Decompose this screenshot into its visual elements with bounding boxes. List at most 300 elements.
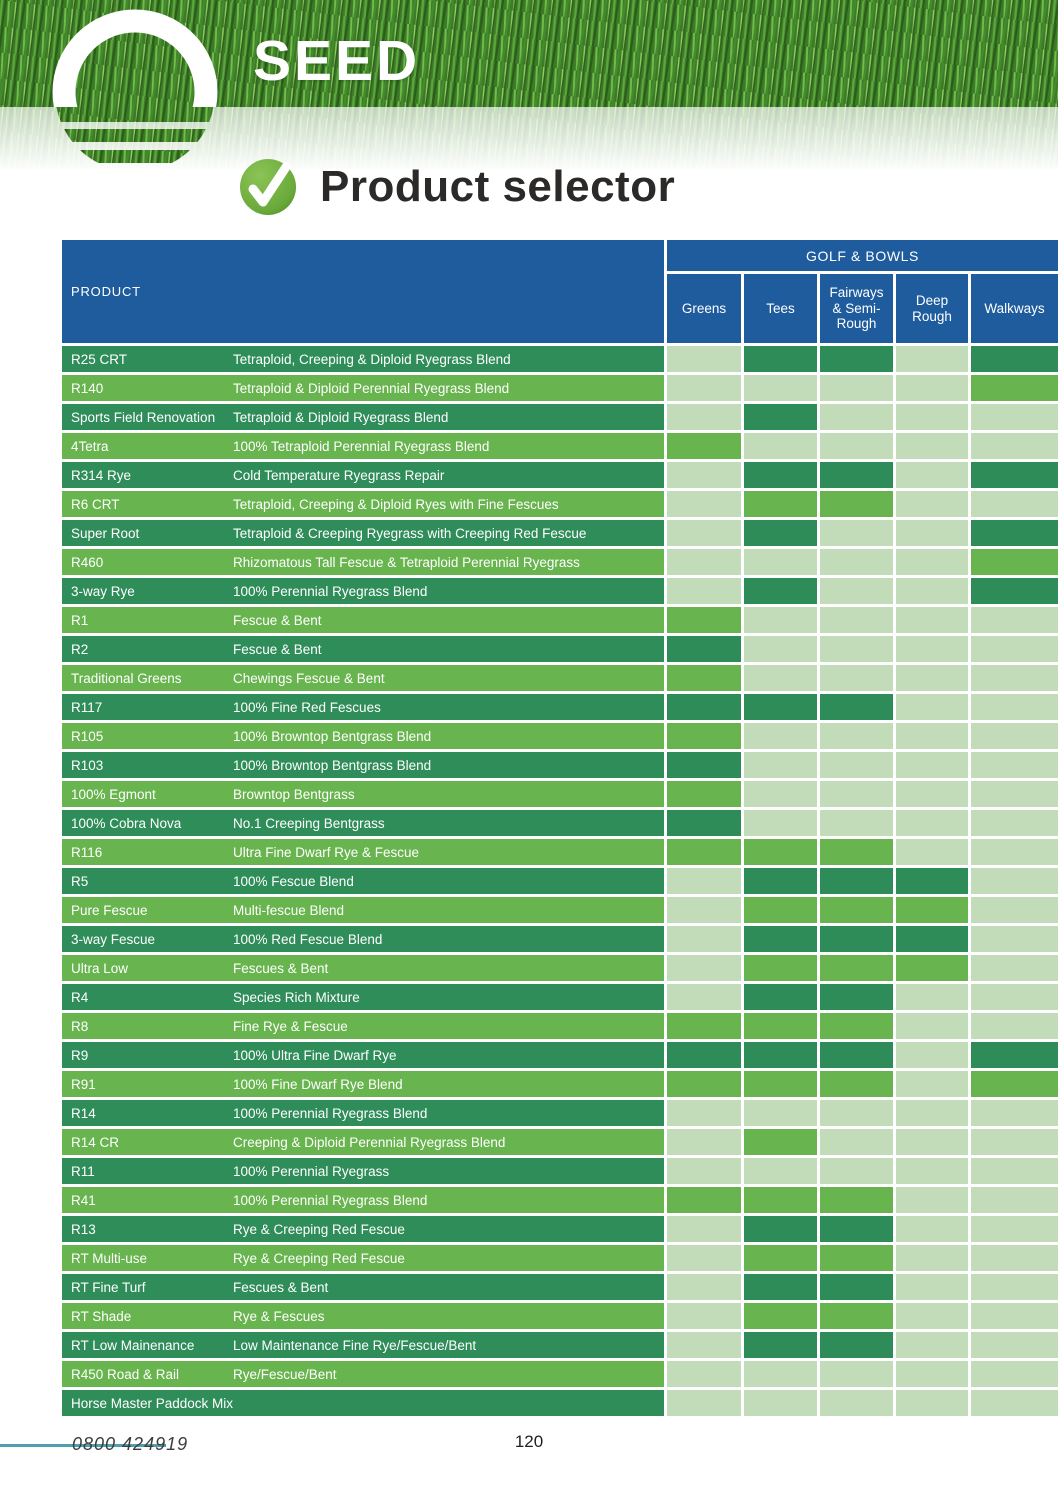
- product-name: R460: [71, 554, 104, 570]
- suitability-cell-tees: [744, 897, 817, 923]
- product-name: R13: [71, 1221, 96, 1237]
- product-description: 100% Browntop Bentgrass Blend: [233, 728, 432, 744]
- suitability-cell-walkways: [971, 404, 1058, 430]
- product-selector-table: [62, 240, 1058, 1416]
- page-footer: [0, 1432, 1058, 1472]
- suitability-cell-greens: [667, 1332, 741, 1358]
- suitability-cell-greens: [667, 1303, 741, 1329]
- product-description: Low Maintenance Fine Rye/Fescue/Bent: [233, 1337, 477, 1353]
- suitability-cell-tees: [744, 1361, 817, 1387]
- product-name: R105: [71, 728, 104, 744]
- product-name: R6 CRT: [71, 496, 120, 512]
- product-name: R5: [71, 873, 89, 889]
- suitability-cell-walkways: [971, 1187, 1058, 1213]
- suitability-cell-deep-rough: [896, 578, 968, 604]
- suitability-cell-deep-rough: [896, 491, 968, 517]
- suitability-cell-greens: [667, 549, 741, 575]
- suitability-cell-deep-rough: [896, 1390, 968, 1416]
- suitability-cell-deep-rough: [896, 1158, 968, 1184]
- suitability-cell-walkways: [971, 607, 1058, 633]
- suitability-cell-fairways: [820, 665, 893, 691]
- suitability-cell-walkways: [971, 926, 1058, 952]
- product-description: 100% Perennial Ryegrass: [233, 1163, 390, 1179]
- suitability-cell-deep-rough: [896, 433, 968, 459]
- suitability-cell-tees: [744, 346, 817, 372]
- product-description: Fescue & Bent: [233, 641, 322, 657]
- suitability-cell-tees: [744, 404, 817, 430]
- product-row: [62, 868, 664, 894]
- suitability-cell-walkways: [971, 1100, 1058, 1126]
- suitability-cell-deep-rough: [896, 404, 968, 430]
- product-row: [62, 346, 664, 372]
- suitability-cell-tees: [744, 868, 817, 894]
- product-description: Rhizomatous Tall Fescue & Tetraploid Perennial Ryegrass: [233, 554, 580, 570]
- product-name: Horse Master Paddock Mix: [71, 1395, 234, 1411]
- suitability-cell-greens: [667, 1158, 741, 1184]
- product-row: [62, 1129, 664, 1155]
- suitability-cell-walkways: [971, 491, 1058, 517]
- suitability-cell-fairways: [820, 955, 893, 981]
- suitability-cell-deep-rough: [896, 723, 968, 749]
- suitability-cell-fairways: [820, 346, 893, 372]
- product-description: Rye & Fescues: [233, 1308, 325, 1324]
- suitability-cell-fairways: [820, 549, 893, 575]
- suitability-cell-deep-rough: [896, 636, 968, 662]
- suitability-cell-greens: [667, 607, 741, 633]
- product-row: [62, 665, 664, 691]
- product-name: RT Shade: [71, 1308, 132, 1324]
- product-row: [62, 1042, 664, 1068]
- suitability-cell-walkways: [971, 520, 1058, 546]
- suitability-cell-walkways: [971, 868, 1058, 894]
- suitability-cell-greens: [667, 984, 741, 1010]
- product-row: [62, 984, 664, 1010]
- suitability-cell-deep-rough: [896, 955, 968, 981]
- suitability-cell-greens: [667, 404, 741, 430]
- suitability-cell-walkways: [971, 955, 1058, 981]
- suitability-cell-deep-rough: [896, 1216, 968, 1242]
- product-name: 3-way Rye: [71, 583, 135, 599]
- product-row: [62, 1390, 664, 1416]
- product-row: [62, 781, 664, 807]
- product-row: [62, 1216, 664, 1242]
- suitability-cell-fairways: [820, 1158, 893, 1184]
- product-description: Tetraploid, Creeping & Diploid Ryes with Fine Fescues: [233, 496, 559, 512]
- column-header-tees: Tees: [744, 274, 817, 343]
- product-name: R314 Rye: [71, 467, 132, 483]
- product-name: R103: [71, 757, 104, 773]
- suitability-cell-greens: [667, 1129, 741, 1155]
- product-name: R14: [71, 1105, 96, 1121]
- suitability-cell-tees: [744, 636, 817, 662]
- suitability-cell-tees: [744, 520, 817, 546]
- suitability-cell-walkways: [971, 375, 1058, 401]
- product-name: Traditional Greens: [71, 670, 182, 686]
- suitability-cell-deep-rough: [896, 346, 968, 372]
- suitability-cell-tees: [744, 375, 817, 401]
- suitability-cell-walkways: [971, 1303, 1058, 1329]
- product-row: [62, 1187, 664, 1213]
- section-heading: [238, 157, 675, 217]
- suitability-cell-greens: [667, 781, 741, 807]
- product-row: [62, 375, 664, 401]
- suitability-cell-fairways: [820, 897, 893, 923]
- product-description: Rye & Creeping Red Fescue: [233, 1250, 405, 1266]
- suitability-cell-fairways: [820, 694, 893, 720]
- product-row: [62, 926, 664, 952]
- column-header-greens: Greens: [667, 274, 741, 343]
- product-row: [62, 897, 664, 923]
- suitability-cell-fairways: [820, 1332, 893, 1358]
- suitability-cell-fairways: [820, 723, 893, 749]
- suitability-cell-walkways: [971, 665, 1058, 691]
- product-name: R9: [71, 1047, 89, 1063]
- product-row: [62, 462, 664, 488]
- suitability-cell-walkways: [971, 810, 1058, 836]
- product-name: 4Tetra: [71, 438, 109, 454]
- suitability-cell-fairways: [820, 1303, 893, 1329]
- suitability-cell-deep-rough: [896, 1042, 968, 1068]
- section-title: Product selector: [320, 162, 676, 211]
- suitability-cell-deep-rough: [896, 839, 968, 865]
- suitability-cell-greens: [667, 694, 741, 720]
- product-description: Tetraploid, Creeping & Diploid Ryegrass Blend: [233, 351, 511, 367]
- suitability-cell-tees: [744, 433, 817, 459]
- suitability-cell-deep-rough: [896, 897, 968, 923]
- suitability-cell-deep-rough: [896, 868, 968, 894]
- suitability-cell-greens: [667, 1216, 741, 1242]
- suitability-cell-walkways: [971, 1390, 1058, 1416]
- product-name: Super Root: [71, 525, 140, 541]
- suitability-cell-walkways: [971, 462, 1058, 488]
- suitability-cell-deep-rough: [896, 984, 968, 1010]
- suitability-cell-fairways: [820, 1187, 893, 1213]
- product-description: 100% Fescue Blend: [233, 873, 354, 889]
- suitability-cell-deep-rough: [896, 607, 968, 633]
- suitability-cell-greens: [667, 752, 741, 778]
- product-description: 100% Ultra Fine Dwarf Rye: [233, 1047, 397, 1063]
- product-row: [62, 839, 664, 865]
- suitability-cell-fairways: [820, 1013, 893, 1039]
- product-row: [62, 694, 664, 720]
- suitability-cell-tees: [744, 839, 817, 865]
- suitability-cell-tees: [744, 984, 817, 1010]
- column-header-fairways: Fairways & Semi-Rough: [820, 274, 893, 343]
- suitability-cell-tees: [744, 1187, 817, 1213]
- product-description: Creeping & Diploid Perennial Ryegrass Blend: [233, 1134, 506, 1150]
- suitability-cell-fairways: [820, 462, 893, 488]
- suitability-cell-deep-rough: [896, 694, 968, 720]
- product-name: R1: [71, 612, 89, 628]
- column-header-walkways: Walkways: [971, 274, 1058, 343]
- suitability-cell-deep-rough: [896, 1361, 968, 1387]
- product-row: [62, 549, 664, 575]
- product-row: [62, 1245, 664, 1271]
- product-description: Chewings Fescue & Bent: [233, 670, 385, 686]
- product-description: Species Rich Mixture: [233, 989, 360, 1005]
- suitability-cell-deep-rough: [896, 1129, 968, 1155]
- product-description: No.1 Creeping Bentgrass: [233, 815, 385, 831]
- product-row: [62, 404, 664, 430]
- suitability-cell-deep-rough: [896, 1245, 968, 1271]
- suitability-cell-fairways: [820, 1071, 893, 1097]
- product-name: R14 CR: [71, 1134, 120, 1150]
- suitability-cell-walkways: [971, 1361, 1058, 1387]
- product-row: [62, 723, 664, 749]
- suitability-cell-walkways: [971, 1274, 1058, 1300]
- product-name: R117: [71, 699, 103, 715]
- suitability-cell-tees: [744, 1274, 817, 1300]
- product-row: [62, 636, 664, 662]
- suitability-cell-walkways: [971, 636, 1058, 662]
- suitability-cell-deep-rough: [896, 1303, 968, 1329]
- suitability-cell-walkways: [971, 984, 1058, 1010]
- suitability-cell-tees: [744, 462, 817, 488]
- product-row: [62, 607, 664, 633]
- suitability-cell-fairways: [820, 926, 893, 952]
- suitability-cell-fairways: [820, 839, 893, 865]
- suitability-cell-fairways: [820, 1361, 893, 1387]
- suitability-cell-greens: [667, 897, 741, 923]
- product-description: 100% Perennial Ryegrass Blend: [233, 583, 428, 599]
- suitability-cell-walkways: [971, 781, 1058, 807]
- suitability-cell-tees: [744, 1303, 817, 1329]
- product-name: Ultra Low: [71, 960, 129, 976]
- suitability-cell-greens: [667, 1245, 741, 1271]
- product-name: 100% Egmont: [71, 786, 156, 802]
- product-description: Ultra Fine Dwarf Rye & Fescue: [233, 844, 420, 860]
- product-row: [62, 433, 664, 459]
- group-header-golf-bowls: GOLF & BOWLS: [667, 240, 1058, 271]
- suitability-cell-walkways: [971, 723, 1058, 749]
- suitability-cell-walkways: [971, 1332, 1058, 1358]
- suitability-cell-deep-rough: [896, 1071, 968, 1097]
- suitability-cell-deep-rough: [896, 1187, 968, 1213]
- product-description: 100% Fine Dwarf Rye Blend: [233, 1076, 403, 1092]
- product-row: [62, 810, 664, 836]
- suitability-cell-greens: [667, 1390, 741, 1416]
- suitability-cell-greens: [667, 723, 741, 749]
- suitability-cell-greens: [667, 462, 741, 488]
- product-description: 100% Red Fescue Blend: [233, 931, 383, 947]
- product-name: 3-way Fescue: [71, 931, 156, 947]
- product-description: Rye/Fescue/Bent: [233, 1366, 337, 1382]
- suitability-cell-tees: [744, 694, 817, 720]
- suitability-cell-tees: [744, 752, 817, 778]
- product-row: [62, 1274, 664, 1300]
- suitability-cell-fairways: [820, 752, 893, 778]
- suitability-cell-greens: [667, 346, 741, 372]
- product-row: [62, 752, 664, 778]
- suitability-cell-fairways: [820, 868, 893, 894]
- suitability-cell-greens: [667, 926, 741, 952]
- suitability-cell-tees: [744, 578, 817, 604]
- product-description: 100% Browntop Bentgrass Blend: [233, 757, 432, 773]
- product-row: [62, 520, 664, 546]
- suitability-cell-fairways: [820, 520, 893, 546]
- suitability-cell-deep-rough: [896, 752, 968, 778]
- suitability-cell-deep-rough: [896, 665, 968, 691]
- suitability-cell-tees: [744, 1245, 817, 1271]
- suitability-cell-greens: [667, 1013, 741, 1039]
- suitability-cell-deep-rough: [896, 1013, 968, 1039]
- suitability-cell-greens: [667, 810, 741, 836]
- product-name: RT Multi-use: [71, 1250, 148, 1266]
- suitability-cell-deep-rough: [896, 781, 968, 807]
- product-description: 100% Fine Red Fescues: [233, 699, 381, 715]
- product-name: Pure Fescue: [71, 902, 148, 918]
- suitability-cell-fairways: [820, 984, 893, 1010]
- product-description: Cold Temperature Ryegrass Repair: [233, 467, 445, 483]
- product-name: R116: [71, 844, 103, 860]
- suitability-cell-greens: [667, 1274, 741, 1300]
- product-row: [62, 1361, 664, 1387]
- suitability-cell-fairways: [820, 607, 893, 633]
- suitability-cell-deep-rough: [896, 810, 968, 836]
- suitability-cell-fairways: [820, 433, 893, 459]
- suitability-cell-deep-rough: [896, 926, 968, 952]
- suitability-cell-greens: [667, 520, 741, 546]
- product-description: 100% Perennial Ryegrass Blend: [233, 1192, 428, 1208]
- page-title: SEED: [253, 29, 421, 93]
- suitability-cell-tees: [744, 491, 817, 517]
- product-description: Multi-fescue Blend: [233, 902, 345, 918]
- column-header-deep-rough: Deep Rough: [896, 274, 968, 343]
- suitability-cell-tees: [744, 1158, 817, 1184]
- suitability-cell-walkways: [971, 346, 1058, 372]
- suitability-cell-greens: [667, 433, 741, 459]
- suitability-cell-greens: [667, 839, 741, 865]
- suitability-cell-walkways: [971, 1216, 1058, 1242]
- product-description: Fescues & Bent: [233, 960, 329, 976]
- product-description: Tetraploid & Diploid Perennial Ryegrass Blend: [233, 380, 510, 396]
- suitability-cell-tees: [744, 1332, 817, 1358]
- product-description: Rye & Creeping Red Fescue: [233, 1221, 405, 1237]
- suitability-cell-fairways: [820, 1390, 893, 1416]
- product-description: Tetraploid & Creeping Ryegrass with Creeping Red Fescue: [233, 525, 587, 541]
- suitability-cell-greens: [667, 1071, 741, 1097]
- suitability-cell-tees: [744, 781, 817, 807]
- product-description: 100% Perennial Ryegrass Blend: [233, 1105, 428, 1121]
- suitability-cell-greens: [667, 868, 741, 894]
- suitability-cell-walkways: [971, 1042, 1058, 1068]
- suitability-cell-tees: [744, 665, 817, 691]
- suitability-cell-tees: [744, 955, 817, 981]
- suitability-cell-walkways: [971, 1013, 1058, 1039]
- product-name: R450 Road & Rail: [71, 1366, 180, 1382]
- suitability-cell-tees: [744, 549, 817, 575]
- suitability-cell-fairways: [820, 781, 893, 807]
- product-name: 100% Cobra Nova: [71, 815, 182, 831]
- suitability-cell-greens: [667, 375, 741, 401]
- suitability-cell-walkways: [971, 549, 1058, 575]
- product-row: [62, 1013, 664, 1039]
- suitability-cell-tees: [744, 1042, 817, 1068]
- footer-phone: 0800 424919: [72, 1434, 189, 1454]
- suitability-cell-walkways: [971, 839, 1058, 865]
- suitability-cell-deep-rough: [896, 520, 968, 546]
- suitability-cell-tees: [744, 1013, 817, 1039]
- suitability-cell-tees: [744, 1390, 817, 1416]
- suitability-cell-walkways: [971, 433, 1058, 459]
- suitability-cell-fairways: [820, 375, 893, 401]
- suitability-cell-walkways: [971, 1245, 1058, 1271]
- suitability-cell-deep-rough: [896, 1332, 968, 1358]
- product-row: [62, 955, 664, 981]
- product-name: R140: [71, 380, 104, 396]
- suitability-cell-greens: [667, 955, 741, 981]
- check-icon: [238, 157, 298, 217]
- suitability-cell-fairways: [820, 1100, 893, 1126]
- suitability-cell-greens: [667, 1361, 741, 1387]
- suitability-cell-fairways: [820, 491, 893, 517]
- suitability-cell-fairways: [820, 1129, 893, 1155]
- suitability-cell-fairways: [820, 1274, 893, 1300]
- suitability-cell-tees: [744, 810, 817, 836]
- product-row: [62, 1100, 664, 1126]
- suitability-cell-walkways: [971, 1158, 1058, 1184]
- suitability-cell-fairways: [820, 1216, 893, 1242]
- product-description: Fescues & Bent: [233, 1279, 329, 1295]
- suitability-cell-tees: [744, 1071, 817, 1097]
- product-name: R91: [71, 1076, 96, 1092]
- suitability-cell-deep-rough: [896, 1100, 968, 1126]
- product-name: R4: [71, 989, 89, 1005]
- product-description: Browntop Bentgrass: [233, 786, 355, 802]
- page-number: 120: [514, 1432, 544, 1451]
- product-row: [62, 578, 664, 604]
- column-header-product: PRODUCT: [62, 240, 664, 343]
- suitability-cell-deep-rough: [896, 1274, 968, 1300]
- product-row: [62, 1332, 664, 1358]
- product-row: [62, 1303, 664, 1329]
- suitability-cell-fairways: [820, 404, 893, 430]
- product-description: Tetraploid & Diploid Ryegrass Blend: [233, 409, 449, 425]
- product-name: R2: [71, 641, 89, 657]
- suitability-cell-tees: [744, 1100, 817, 1126]
- suitability-cell-greens: [667, 1100, 741, 1126]
- product-name: R41: [71, 1192, 96, 1208]
- suitability-cell-tees: [744, 1129, 817, 1155]
- product-description: 100% Tetraploid Perennial Ryegrass Blend: [233, 438, 490, 454]
- suitability-cell-greens: [667, 636, 741, 662]
- product-name: R8: [71, 1018, 89, 1034]
- suitability-cell-fairways: [820, 810, 893, 836]
- suitability-cell-deep-rough: [896, 462, 968, 488]
- suitability-cell-greens: [667, 1042, 741, 1068]
- suitability-cell-fairways: [820, 636, 893, 662]
- product-name: RT Low Mainenance: [71, 1337, 195, 1353]
- suitability-cell-walkways: [971, 1071, 1058, 1097]
- product-name: RT Fine Turf: [71, 1279, 146, 1295]
- suitability-cell-fairways: [820, 578, 893, 604]
- product-row: [62, 1158, 664, 1184]
- suitability-cell-walkways: [971, 694, 1058, 720]
- product-description: Fine Rye & Fescue: [233, 1018, 348, 1034]
- product-name: Sports Field Renovation: [71, 409, 216, 425]
- suitability-cell-deep-rough: [896, 375, 968, 401]
- suitability-cell-fairways: [820, 1042, 893, 1068]
- suitability-cell-deep-rough: [896, 549, 968, 575]
- suitability-cell-greens: [667, 665, 741, 691]
- suitability-cell-walkways: [971, 752, 1058, 778]
- suitability-cell-greens: [667, 578, 741, 604]
- product-row: [62, 1071, 664, 1097]
- suitability-cell-walkways: [971, 578, 1058, 604]
- product-description: Fescue & Bent: [233, 612, 322, 628]
- suitability-cell-tees: [744, 926, 817, 952]
- product-row: [62, 491, 664, 517]
